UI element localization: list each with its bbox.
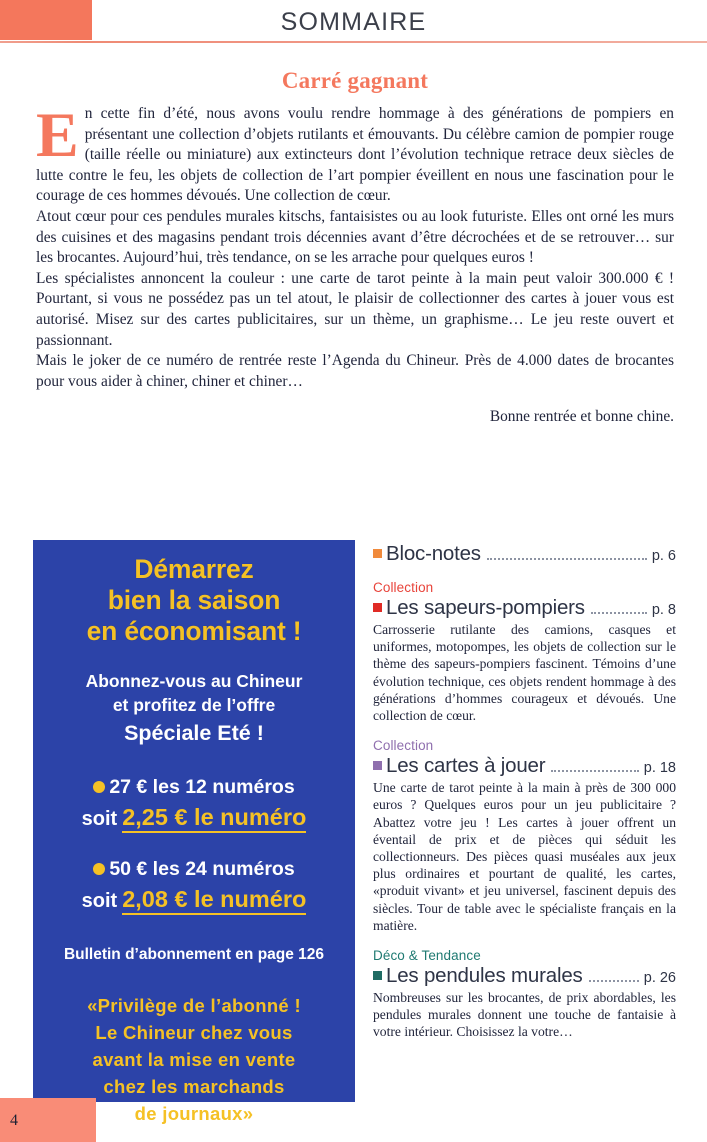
editorial-paragraph-1 (36, 99, 674, 207)
toc-entry[interactable] (373, 738, 676, 934)
ad-offer-2-label: 50 € les 24 numéros (109, 858, 295, 880)
square-bullet-icon (373, 603, 382, 612)
toc-entry-page: p. 26 (643, 970, 676, 987)
toc-entry-title[interactable]: Les sapeurs-pompiers (386, 596, 585, 619)
editorial-body (36, 99, 674, 392)
toc-entry-page: p. 18 (643, 760, 676, 777)
ad-offer-2-unit (33, 884, 355, 916)
subscription-ad[interactable] (33, 540, 355, 1124)
ad-quote-line-3: avant la mise en vente (92, 1049, 296, 1070)
drop-cap: E (36, 99, 79, 170)
editorial-paragraph-3: Les spécialistes annoncent la couleur : une carte de tarot peinte à la main peut valoir 300.000 € ! Pourtant, si vous ne possédez pas un tel atout, le plaisir de collectionner des cartes à jouer vous est autorisé. Misez sur des cartes publicitaires, sur un thème, un graphisme… Le jeu reste ouvert et passionnant. (36, 269, 674, 349)
ad-offer-1-price: 2,25 € le numéro (122, 804, 306, 833)
toc-entry-page: p. 8 (651, 602, 676, 618)
ad-offer-2 (33, 856, 355, 882)
ad-quote-line-5: de journaux» (134, 1103, 254, 1124)
toc-entry-title[interactable]: Les cartes à jouer (386, 754, 546, 778)
ad-headline-line-3: en économisant ! (86, 616, 302, 646)
toc-entry[interactable] (373, 580, 676, 724)
ad-offer-1-soit: soit (81, 808, 118, 830)
table-of-contents (373, 542, 676, 1041)
ad-offer-2-soit: soit (81, 890, 118, 912)
toc-entry-category: Collection (373, 738, 434, 754)
ad-subheadline-line-1: Abonnez-vous au Chineur (85, 671, 303, 691)
toc-entry-header[interactable] (373, 754, 676, 778)
toc-entry-page: p. 6 (651, 548, 676, 564)
toc-entry[interactable] (373, 948, 676, 1041)
header-divider (0, 41, 707, 43)
toc-entry[interactable] (373, 542, 676, 566)
square-bullet-icon (373, 971, 382, 980)
ad-quote-line-2: Le Chineur chez vous (95, 1022, 293, 1043)
toc-entry-description: Une carte de tarot peinte à la main à près de 300 000 euros ? Quelques euros pour un jeu publicitaire ? Abattez votre jeu ! Les cartes à jouer offrent un éventail de prix et de pièces qui séduit les collectionneurs. Des pièces quasi muséales aux jeux plus ordinaires et pourtant de qualité, les cartes, «produit vivant» et jeu universel, fascinent depuis des siècles. Tour de table avec le spécialiste français en la matière. (373, 780, 676, 933)
ad-offer-1 (33, 774, 355, 800)
toc-entry-title[interactable]: Les pendules murales (386, 964, 583, 988)
ad-offer-1-label: 27 € les 12 numéros (109, 776, 295, 798)
toc-leader-dots (487, 558, 647, 560)
toc-entry-header[interactable] (373, 964, 676, 988)
page-title: SOMMAIRE (280, 8, 427, 36)
toc-entry-title[interactable]: Bloc-notes (386, 542, 481, 565)
ad-quote-line-1: «Privilège de l’abonné ! (87, 995, 301, 1016)
ad-headline-line-1: Démarrez (134, 554, 254, 584)
editorial-title: Carré gagnant (281, 68, 429, 93)
toc-leader-dots (589, 980, 639, 982)
ad-subheadline-line-2: et profitez de l’offre (112, 695, 276, 715)
toc-entry-description: Carrosserie rutilante des camions, casques et uniformes, motopompes, les objets de collection sur le thème des sapeurs-pompiers fascinent. Témoins d’une évolution technique, ces objets rendent hommage à des générations d’hommes courageux et dévoués. Une collection de cœur. (373, 622, 676, 724)
square-bullet-icon (373, 549, 382, 558)
ad-offer-2-price: 2,08 € le numéro (122, 886, 306, 915)
toc-entry-category: Déco & Tendance (373, 948, 481, 964)
toc-leader-dots (551, 770, 638, 772)
ad-offer-1-unit (33, 802, 355, 834)
bullet-dot-icon (93, 863, 105, 875)
page-number: 4 (10, 1112, 18, 1129)
ad-headline-line-2: bien la saison (107, 585, 281, 615)
editorial-signoff: Bonne rentrée et bonne chine. (489, 408, 674, 426)
ad-headline (33, 554, 355, 647)
square-bullet-icon (373, 761, 382, 770)
ad-subheadline (33, 669, 355, 717)
editorial-paragraph-4: Mais le joker de ce numéro de rentrée reste l’Agenda du Chineur. Près de 4.000 dates de brocantes pour vous aider à chiner, chiner et chiner… (36, 352, 674, 390)
editorial-paragraph-1-text: n cette fin d’été, nous avons voulu rendre hommage à des générations de pompiers en présentant une collection d’objets rutilants et émouvants. Du célèbre camion de pompier rouge (taille réelle ou miniature) aux extincteurs dont l’évolution technique retrace deux siècles de lutte contre le feu, les objets de collection de l’art pompier éveillent en nous une fascination pour le courage de ces hommes dévoués. Une collection de cœur. (36, 105, 674, 205)
toc-entry-header[interactable] (373, 542, 676, 566)
toc-entry-category: Collection (373, 580, 434, 595)
ad-quote-line-4: chez les marchands (103, 1076, 285, 1097)
ad-offer-name: Spéciale Eté ! (124, 721, 264, 745)
toc-entry-header[interactable] (373, 596, 676, 620)
bullet-dot-icon (93, 781, 105, 793)
editorial-section (36, 68, 674, 426)
toc-entry-description: Nombreuses sur les brocantes, de prix abordables, les pendules murales donnent une touche de fantaisie à votre intérieur. Choisissez la votre… (373, 990, 676, 1040)
editorial-paragraph-2: Atout cœur pour ces pendules murales kitschs, fantaisistes ou au look futuriste. Elles ont orné les murs des cuisines et des magasins pendant trois décennies avant d’être décrochées et de se retrouver… sur les brocantes. Aujourd’hui, très tendance, on se les arrache pour quelques euros ! (36, 207, 674, 267)
ad-bulletin-note: Bulletin d’abonnement en page 126 (63, 946, 325, 963)
toc-leader-dots (591, 612, 647, 614)
